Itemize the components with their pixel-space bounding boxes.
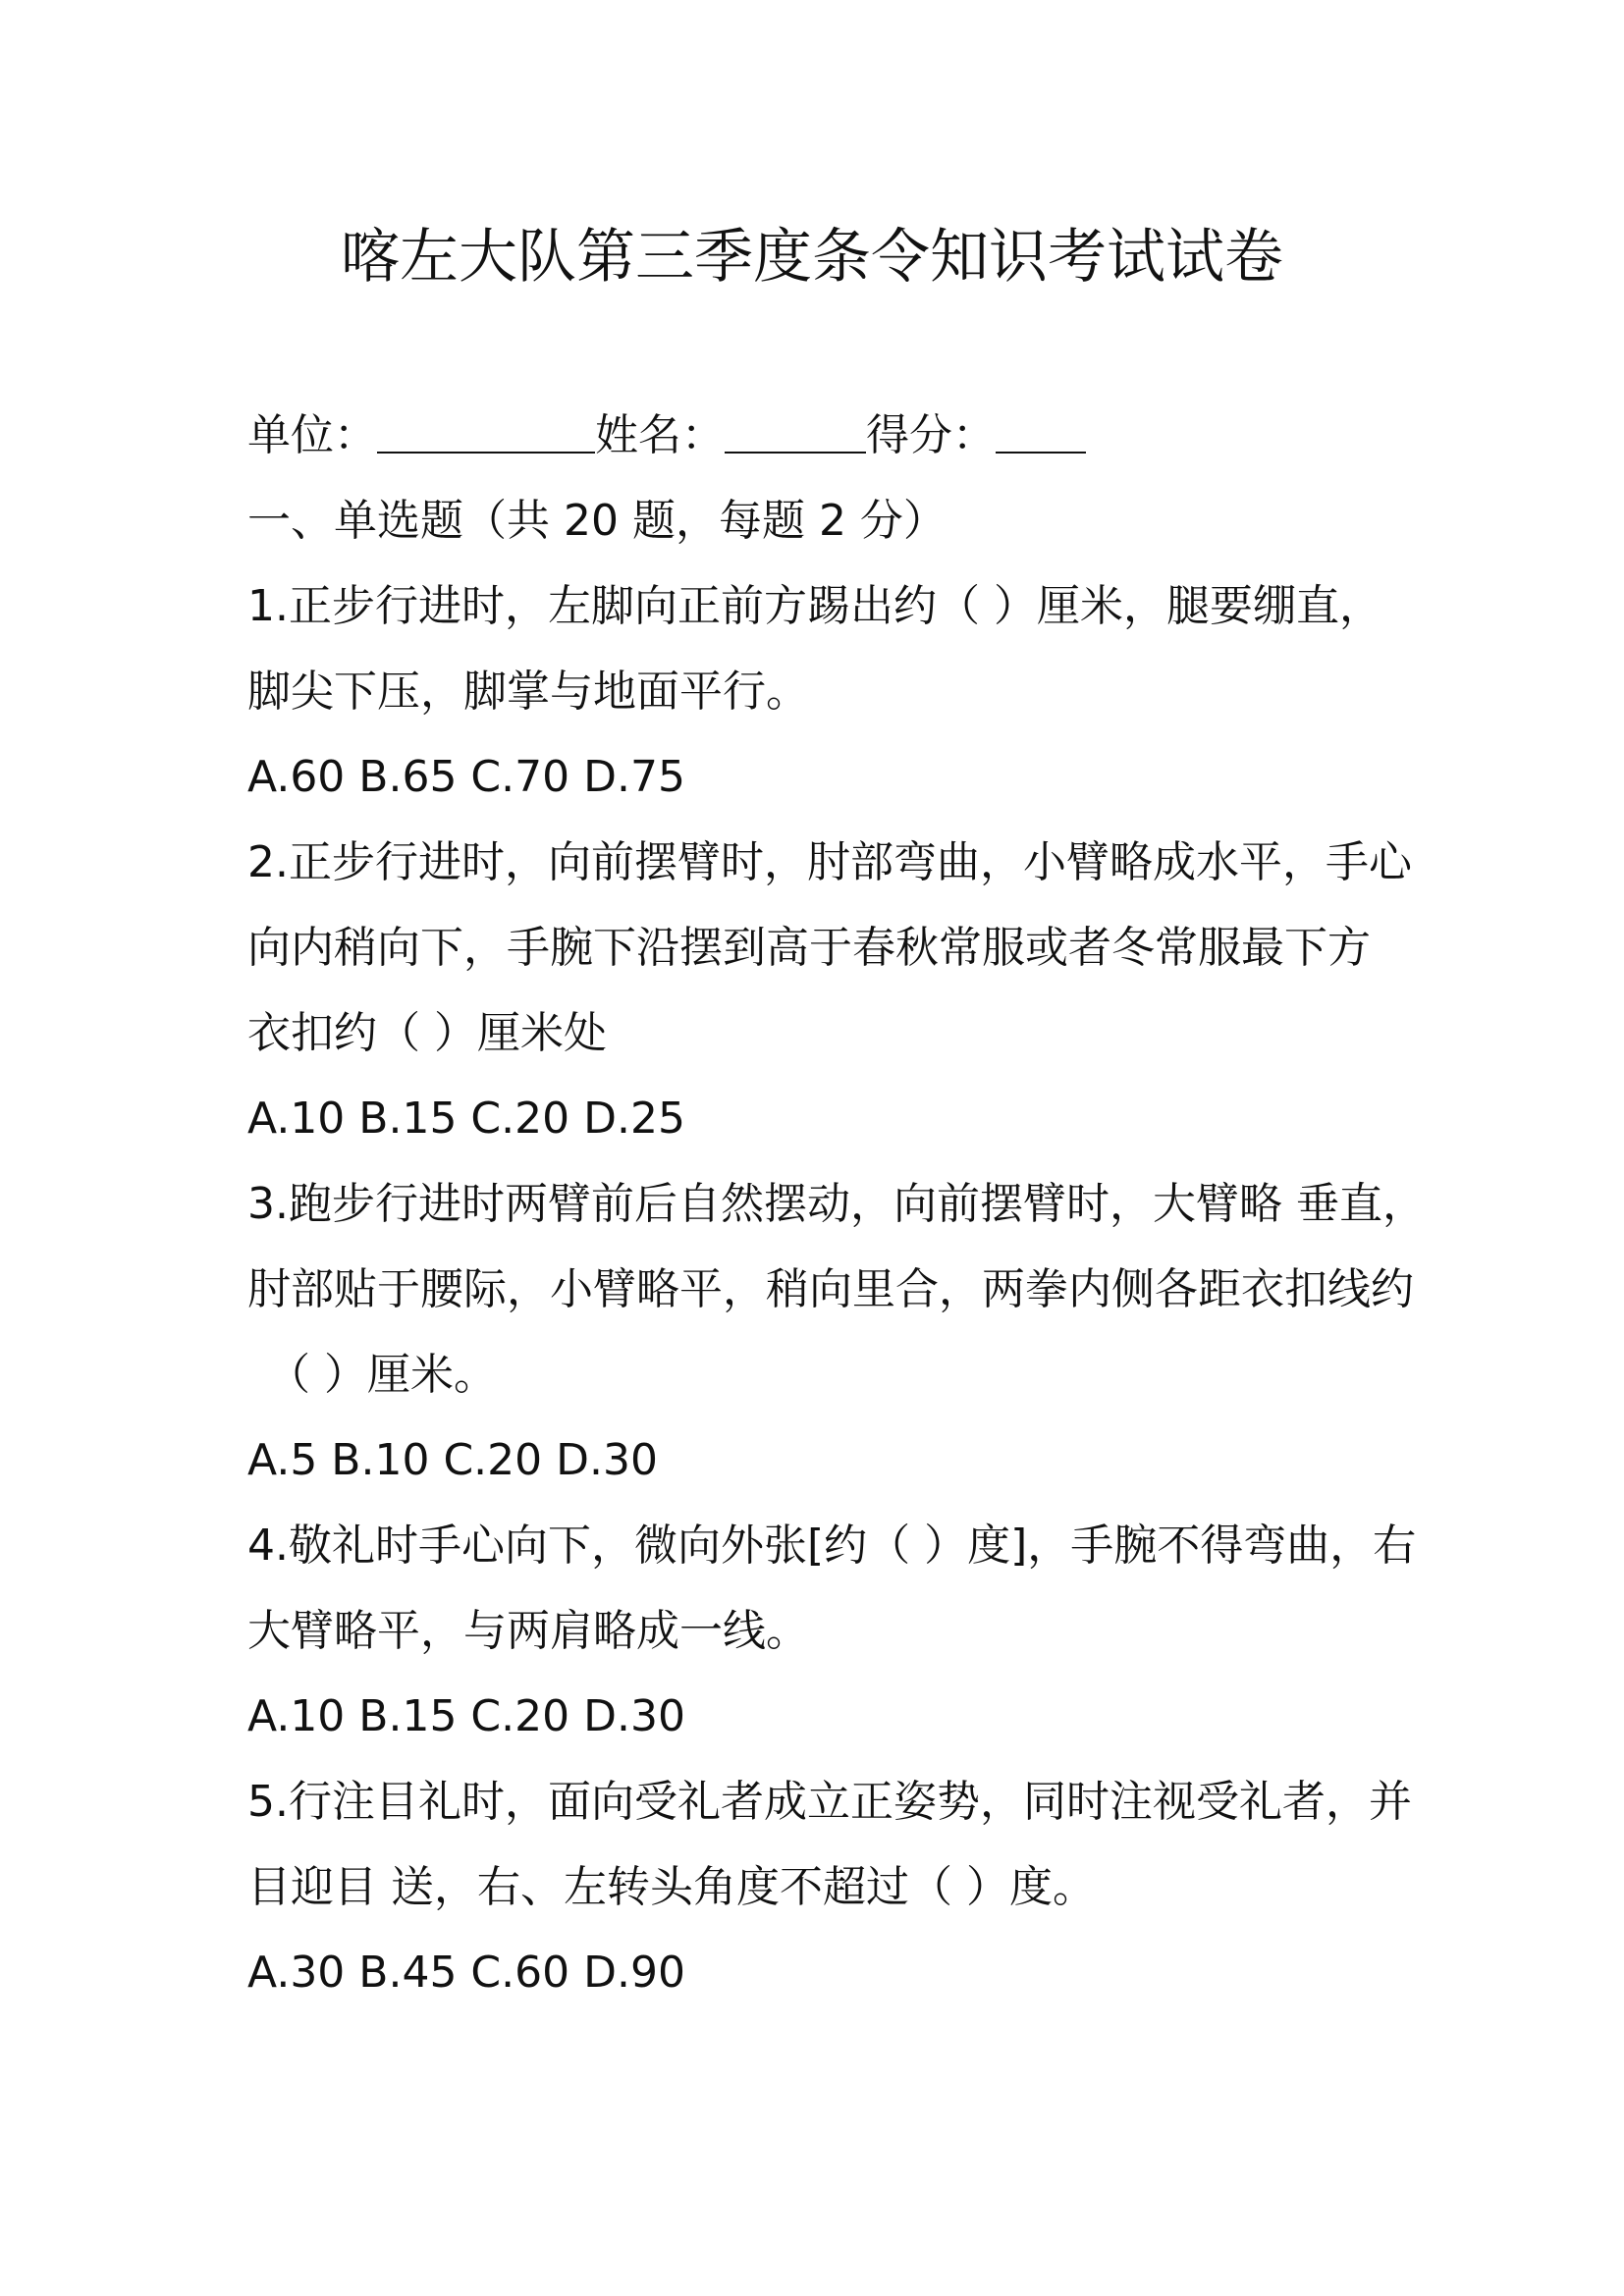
question-5-options: A.30 B.45 C.60 D.90 [247,1948,685,1998]
question-3-line-3: （ ）厘米。 [267,1350,497,1400]
header-fields [247,393,1396,478]
section-heading: 一、单选题（共 20 题，每题 2 分） [247,496,947,546]
score-label: 得分： [866,410,996,460]
unit-blank[interactable] [377,408,595,454]
unit-label: 单位： [247,410,377,460]
question-4-line-2: 大臂略平，与两肩略成一线。 [247,1606,809,1656]
question-1-options: A.60 B.65 C.70 D.75 [247,752,685,802]
question-3-options: A.5 B.10 C.20 D.30 [247,1435,658,1485]
question-4-options: A.10 B.15 C.20 D.30 [247,1691,685,1741]
exam-title: 喀左大队第三季度条令知识考试试卷 [341,223,1283,292]
question-2-line-2: 向内稍向下，手腕下沿摆到高于春秋常服或者冬常服最下方 [247,923,1371,973]
question-2-options: A.10 B.15 C.20 D.25 [247,1094,685,1144]
question-5-line-1: 5.行注目礼时，面向受礼者成立正姿势，同时注视受礼者，并 [247,1777,1412,1827]
exam-body [247,393,1426,2015]
question-3-line-2: 肘部贴于腰际，小臂略平，稍向里合，两拳内侧各距衣扣线约 [247,1264,1414,1314]
question-4-line-1: 4.敬礼时手心向下，微向外张[约（ ）度]，手腕不得弯曲，右 [247,1521,1417,1571]
name-blank[interactable] [725,408,866,454]
question-1-line-2: 脚尖下压，脚掌与地面平行。 [247,667,809,717]
question-1-line-1: 1.正步行进时，左脚向正前方踢出约（ ）厘米，腿要绷直， [247,581,1382,631]
score-blank[interactable] [996,408,1086,454]
question-3-line-1: 3.跑步行进时两臂前后自然摆动，向前摆臂时，大臂略 垂直， [247,1179,1426,1229]
name-label: 姓名： [595,410,725,460]
question-2-line-3: 衣扣约（ ）厘米处 [247,1008,607,1058]
question-2-line-1: 2.正步行进时，向前摆臂时，肘部弯曲，小臂略成水平，手心 [247,837,1412,887]
question-5-line-2: 目迎目 送，右、左转头角度不超过（ ）度。 [247,1862,1096,1912]
